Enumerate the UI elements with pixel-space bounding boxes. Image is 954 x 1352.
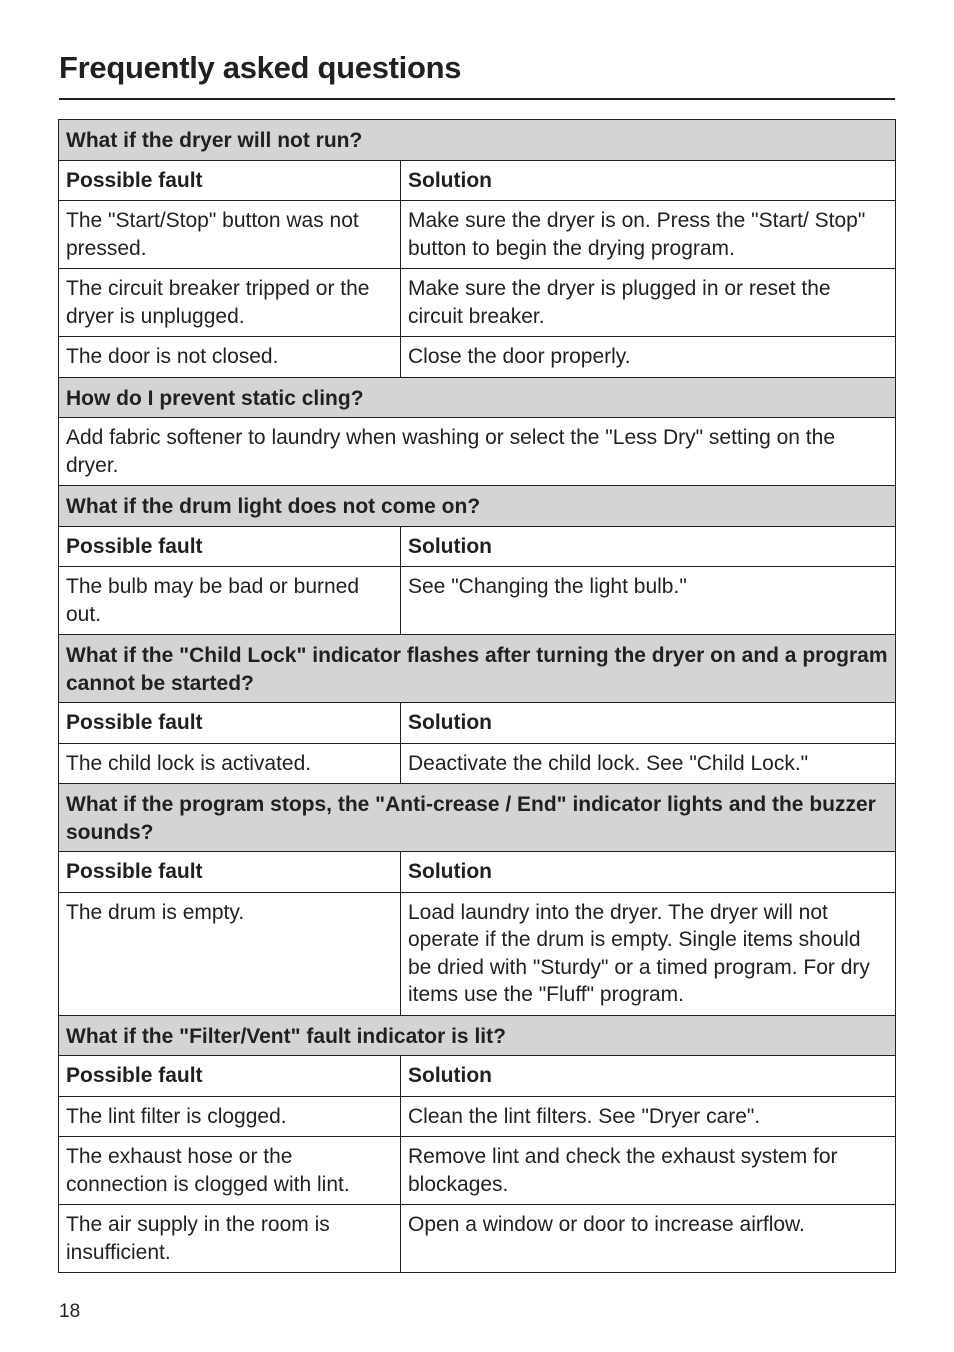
question-text: What if the drum light does not come on? [59,486,896,527]
solution-cell: See "Changing the light bulb." [401,567,896,635]
question-row [59,784,896,852]
solution-cell: Remove lint and check the exhaust system for blockages. [401,1137,896,1205]
header-solution: Solution [401,852,896,893]
fault-cell: The bulb may be bad or burned out. [59,567,401,635]
header-possible-fault: Possible fault [59,703,401,744]
question-row [59,1015,896,1056]
solution-cell: Make sure the dryer is on. Press the "Start/ Stop" button to begin the drying program. [401,201,896,269]
table-row [59,1137,896,1205]
column-header-row [59,703,896,744]
question-row [59,486,896,527]
header-solution: Solution [401,160,896,201]
header-possible-fault: Possible fault [59,526,401,567]
table-row [59,269,896,337]
column-header-row [59,526,896,567]
question-text: What if the "Child Lock" indicator flashes after turning the dryer on and a program cannot be started? [59,635,896,703]
solution-cell: Close the door properly. [401,337,896,378]
page-number: 18 [59,1301,81,1322]
table-row [59,1205,896,1273]
solution-cell: Make sure the dryer is plugged in or reset the circuit breaker. [401,269,896,337]
fault-cell: The circuit breaker tripped or the dryer is unplugged. [59,269,401,337]
table-row [59,1096,896,1137]
fault-cell: The lint filter is clogged. [59,1096,401,1137]
table-row [59,567,896,635]
fault-cell: The "Start/Stop" button was not pressed. [59,201,401,269]
question-row [59,120,896,161]
question-row [59,635,896,703]
question-text: What if the program stops, the "Anti-crease / End" indicator lights and the buzzer sounds? [59,784,896,852]
fault-cell: The drum is empty. [59,892,401,1015]
column-header-row [59,160,896,201]
table-row [59,418,896,486]
table-row [59,892,896,1015]
title-divider [59,98,895,100]
header-solution: Solution [401,1056,896,1097]
fault-cell: The child lock is activated. [59,743,401,784]
solution-cell: Open a window or door to increase airflow. [401,1205,896,1273]
answer-cell: Add fabric softener to laundry when washing or select the "Less Dry" setting on the dryer. [59,418,896,486]
faq-table [58,119,896,1273]
header-solution: Solution [401,703,896,744]
table-row [59,743,896,784]
column-header-row [59,1056,896,1097]
solution-cell: Load laundry into the dryer. The dryer will not operate if the drum is empty. Single items should be dried with "Sturdy" or a timed program. For dry items use the "Fluff" program. [401,892,896,1015]
fault-cell: The door is not closed. [59,337,401,378]
fault-cell: The air supply in the room is insufficient. [59,1205,401,1273]
header-solution: Solution [401,526,896,567]
page-title: Frequently asked questions [59,50,462,85]
fault-cell: The exhaust hose or the connection is clogged with lint. [59,1137,401,1205]
header-possible-fault: Possible fault [59,160,401,201]
column-header-row [59,852,896,893]
question-text: What if the "Filter/Vent" fault indicator is lit? [59,1015,896,1056]
header-possible-fault: Possible fault [59,1056,401,1097]
table-row [59,201,896,269]
question-text: How do I prevent static cling? [59,377,896,418]
question-row [59,377,896,418]
solution-cell: Clean the lint filters. See "Dryer care". [401,1096,896,1137]
header-possible-fault: Possible fault [59,852,401,893]
solution-cell: Deactivate the child lock. See "Child Lock." [401,743,896,784]
question-text: What if the dryer will not run? [59,120,896,161]
table-row [59,337,896,378]
